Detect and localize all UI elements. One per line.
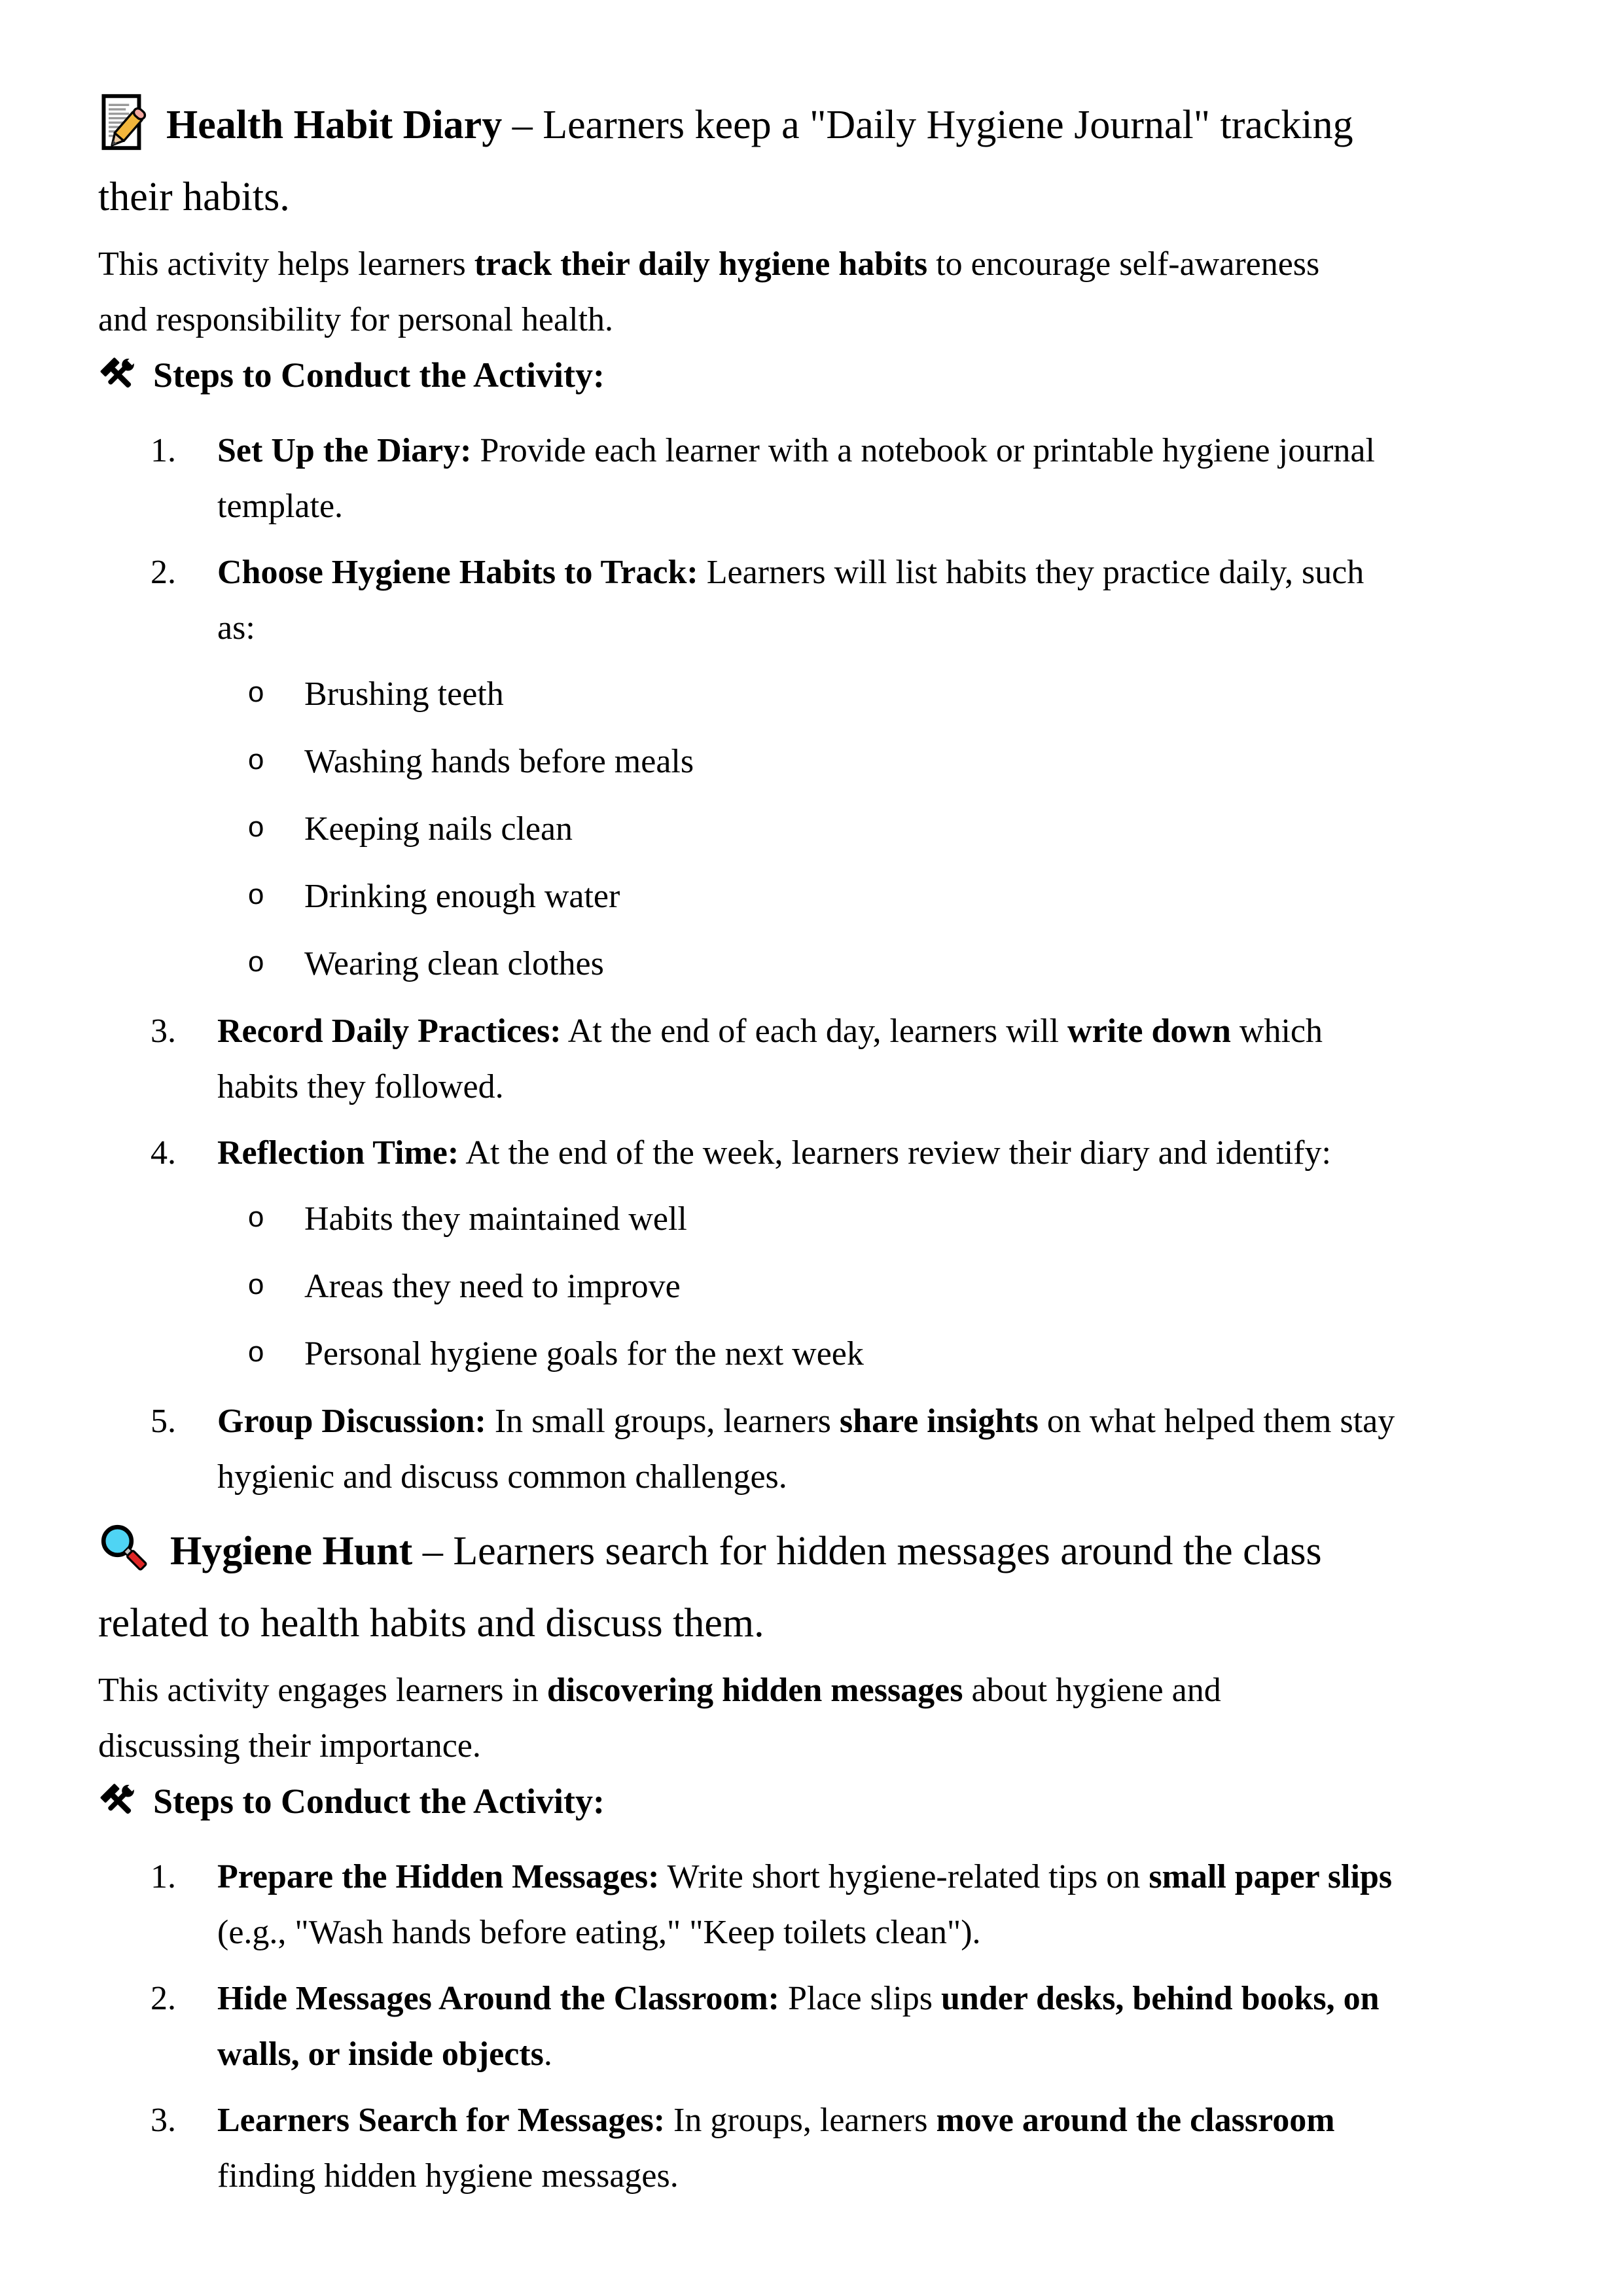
memo-icon (98, 92, 148, 152)
text-line (217, 2026, 1538, 2082)
text-line (217, 1003, 1538, 1059)
text-run: This activity engages learners in (98, 1672, 547, 1709)
text-line (304, 666, 1538, 722)
text-line (217, 1059, 1538, 1115)
bold-text-run: Prepare the Hidden Messages: (217, 1858, 660, 1895)
text-line (98, 161, 1538, 233)
text-line (217, 2092, 1538, 2148)
text-run: At the end of each day, learners will (561, 1013, 1068, 1050)
text-run: – Learners keep a "Daily Hygiene Journal" tracking (502, 103, 1353, 147)
bullet-item (98, 666, 1538, 722)
list-number: 5. (151, 1403, 176, 1440)
text-run: related to health habits and discuss them. (98, 1601, 764, 1645)
bold-text-run: move around the classroom (936, 2102, 1335, 2139)
numbered-item (98, 1125, 1538, 1181)
bullet-marker: o (247, 1338, 265, 1371)
text-line (304, 936, 1538, 992)
list-number: 3. (151, 1013, 176, 1050)
bullet-item (98, 1326, 1538, 1382)
numbered-item (98, 423, 1538, 534)
text-line (217, 1849, 1538, 1905)
bold-text-run: Reflection Time: (217, 1134, 459, 1172)
bullet-item (98, 1259, 1538, 1314)
bullet-item (98, 1191, 1538, 1247)
bold-text-run: Health Habit Diary (166, 103, 503, 147)
text-line (304, 1326, 1538, 1382)
text-run: Learners will list habits they practice daily, such (698, 554, 1364, 591)
text-line (217, 1971, 1538, 2026)
text-run: Brushing teeth (304, 675, 504, 713)
numbered-item (98, 1393, 1538, 1505)
text-line (304, 1191, 1538, 1247)
list-number: 1. (151, 1858, 176, 1895)
text-run: hygienic and discuss common challenges. (217, 1458, 787, 1496)
list-number: 1. (151, 432, 176, 469)
text-line (98, 89, 1538, 161)
bullet-marker: o (247, 1270, 265, 1303)
bold-text-run: under desks, behind books, on (940, 1980, 1380, 2017)
text-line (217, 2148, 1538, 2204)
tools-icon (98, 355, 139, 395)
bullet-item (98, 869, 1538, 924)
text-run: discussing their importance. (98, 1727, 481, 1765)
bullet-item (98, 801, 1538, 857)
bold-text-run: Choose Hygiene Habits to Track: (217, 554, 698, 591)
bullet-item (98, 936, 1538, 992)
bold-text-run: discovering hidden messages (546, 1672, 963, 1709)
bold-text-run: share insights (839, 1403, 1039, 1440)
bold-text-run: Learners Search for Messages: (217, 2102, 666, 2139)
text-run: . (543, 2036, 552, 2073)
text-run: and responsibility for personal health. (98, 301, 614, 338)
text-run: about hygiene and (963, 1672, 1221, 1709)
steps-heading (98, 1774, 1538, 1829)
text-line (217, 1393, 1538, 1449)
numbered-item (98, 1849, 1538, 1960)
bullet-marker: o (247, 1203, 265, 1236)
bullet-marker: o (247, 678, 265, 711)
text-line (98, 236, 1538, 292)
text-run: In groups, learners (665, 2102, 936, 2139)
text-line (98, 1774, 1538, 1829)
text-run: on what helped them stay (1038, 1403, 1395, 1440)
text-line (304, 869, 1538, 924)
text-run: – Learners search for hidden messages around the class (412, 1529, 1322, 1573)
text-run: Personal hygiene goals for the next week (304, 1335, 864, 1372)
bullet-marker: o (247, 880, 265, 913)
bold-text-run: Hygiene Hunt (170, 1529, 413, 1573)
text-run: (e.g., "Wash hands before eating," "Keep toilets clean"). (217, 1914, 981, 1951)
list-number: 2. (151, 1980, 176, 2017)
numbered-item (98, 545, 1538, 656)
intro-paragraph (98, 236, 1538, 348)
bold-text-run: Group Discussion: (217, 1403, 486, 1440)
text-line (304, 801, 1538, 857)
bullet-marker: o (247, 813, 265, 846)
bold-text-run: track their daily hygiene habits (474, 245, 928, 283)
activity-title-health-habit-diary (98, 89, 1538, 233)
text-line (217, 1125, 1538, 1181)
activity-title-hygiene-hunt (98, 1515, 1538, 1659)
text-run: In small groups, learners (486, 1403, 840, 1440)
text-line (98, 1515, 1538, 1587)
text-line (304, 1259, 1538, 1314)
bold-text-run: walls, or inside objects (217, 2036, 544, 2073)
text-run: Areas they need to improve (304, 1268, 681, 1305)
tools-icon (98, 1781, 139, 1821)
bold-text-run: write down (1067, 1013, 1231, 1050)
intro-paragraph (98, 1662, 1538, 1774)
text-line (217, 1905, 1538, 1960)
list-number: 4. (151, 1134, 176, 1172)
text-line (217, 545, 1538, 600)
bullet-item (98, 734, 1538, 789)
bold-text-run: Record Daily Practices: (217, 1013, 562, 1050)
bold-text-run: Hide Messages Around the Classroom: (217, 1980, 779, 2017)
text-run: template. (217, 488, 344, 525)
numbered-item (98, 1003, 1538, 1115)
text-run: Washing hands before meals (304, 743, 694, 780)
text-run: Write short hygiene-related tips on (659, 1858, 1149, 1895)
text-line (98, 1718, 1538, 1774)
bold-text-run: Steps to Conduct the Activity: (153, 355, 605, 395)
text-line (98, 1662, 1538, 1718)
text-run: Habits they maintained well (304, 1200, 687, 1238)
text-run: Wearing clean clothes (304, 945, 604, 982)
steps-heading (98, 348, 1538, 403)
numbered-item (98, 1971, 1538, 2082)
text-line (217, 1449, 1538, 1505)
list-number: 3. (151, 2102, 176, 2139)
bullet-marker: o (247, 745, 265, 778)
text-run: as: (217, 609, 255, 647)
bullet-marker: o (247, 948, 265, 980)
bold-text-run: small paper slips (1149, 1858, 1393, 1895)
list-number: 2. (151, 554, 176, 591)
text-run: Keeping nails clean (304, 810, 573, 848)
text-line (98, 292, 1538, 348)
text-run: their habits. (98, 175, 290, 219)
text-line (217, 478, 1538, 534)
text-line (217, 423, 1538, 478)
numbered-item (98, 2092, 1538, 2204)
text-line (98, 348, 1538, 403)
text-run: habits they followed. (217, 1068, 504, 1105)
text-line (304, 734, 1538, 789)
text-run: This activity helps learners (98, 245, 474, 283)
text-run: to encourage self-awareness (927, 245, 1320, 283)
text-line (217, 600, 1538, 656)
text-run: which (1230, 1013, 1323, 1050)
text-run: Drinking enough water (304, 878, 620, 915)
bold-text-run: Set Up the Diary: (217, 432, 472, 469)
text-run: At the end of the week, learners review their diary and identify: (459, 1134, 1331, 1172)
text-run: Place slips (779, 1980, 941, 2017)
search-icon (98, 1522, 152, 1575)
text-run: Provide each learner with a notebook or printable hygiene journal (471, 432, 1375, 469)
bold-text-run: Steps to Conduct the Activity: (153, 1782, 605, 1821)
text-line (98, 1587, 1538, 1659)
text-run: finding hidden hygiene messages. (217, 2157, 679, 2195)
